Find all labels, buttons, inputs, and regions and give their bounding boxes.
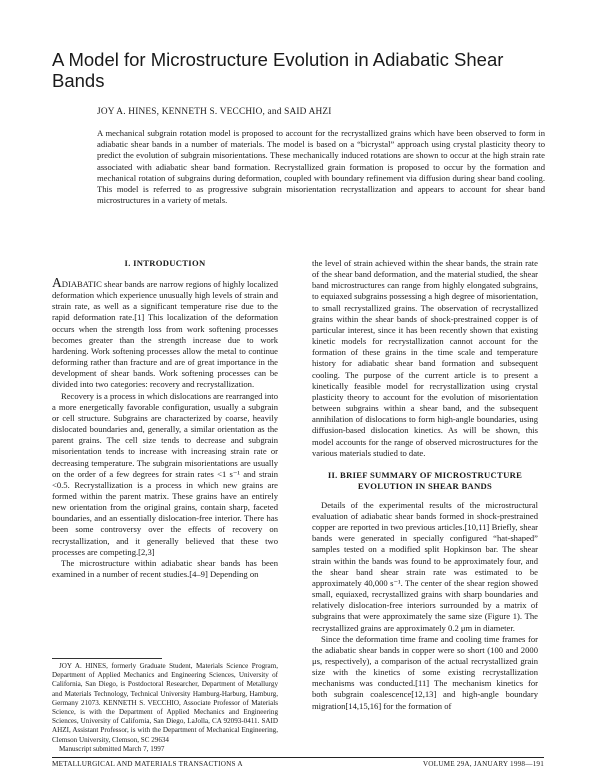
summary-paragraph-1: Details of the experimental results of the microstructural evaluation of adiabatic shear bands formed in shock-prestrained copper are reported in two previous articles.[10,11] Briefly, shear bands were generated in specially configured “hat-shaped” samples tested on a modified split Hopkinson bar. The shear strain within the bands was found to be approximately four, and the shear band shear strain rate was estimated to be approximately 40,000 s⁻¹. The center of the shear region showed small, equiaxed, recrystallized grains with sharp boundaries and relatively dislocation-free interiors surrounded by a matrix of subgrains that were approximately the same size (Figure 1). The recrystallized grains are approximately 0.2 μm in diameter.: [312, 499, 538, 633]
author-affiliation-footnote: [52, 662, 278, 754]
intro-paragraph-1: [52, 277, 278, 391]
intro-paragraph-1-text: shear bands are narrow regions of highly localized deformation which experience unusually high levels of strain and strain rate, as well as a significant temperature rise due to the rapid deformation rate.[1] This localization of the deformation occurs when the strength loss from work softening processes becomes greater than the strength increase due to work hardening. Work softening processes allow the metal to continue deforming rather than fracture and are of great importance in the development of shear bands. Work softening processes can be divided into two categories: recovery and recrystallization.: [52, 279, 278, 390]
footnote-affiliations: JOY A. HINES, formerly Graduate Student, Materials Science Program, Department of Applied Mechanics and Engineering Sciences, University of California, San Diego, is Postdoctoral Researcher, Department of Metallurgy and Materials Technology, Technical University Hamburg-Harburg, Hamburg, Germany 21073. KENNETH S. VECCHIO, Associate Professor of Materials Science, is with the Department of Applied Mechanics and Engineering Sciences, University of California, San Diego, LaJolla, CA 92093-0411. SAID AHZI, Assistant Professor, is with the Department of Mechanical Engineering, Clemson University, Clemson, SC 29634: [52, 662, 278, 744]
drop-cap-word-rest: DIABATIC: [61, 279, 102, 289]
abstract: A mechanical subgrain rotation model is proposed to account for the recrystallized grains which have been observed to form in adiabatic shear bands in a number of materials. The model is based on a “bicrystal” approach using crystal plasticity theory to predict the evolution of subgrain misorientations. These mechanically induced rotations are shown to occur at the high strain rate associated with adiabatic shear band formation. Recrystallized grain formation is proposed to occur by the formation and mechanical rotation of subgrains during deformation, coupled with boundary refinement via diffusion during shear band cooling. This model is referred to as progressive subgrain misorientation recrystallization and appears to account for shear band microstructures in a variety of metals.: [97, 128, 545, 206]
article-title: A Model for Microstructure Evolution in Adiabatic Shear Bands: [52, 49, 504, 91]
volume-page-info: VOLUME 29A, JANUARY 1998—191: [422, 760, 544, 768]
summary-paragraph-2: Since the deformation time frame and cooling time frames for the adiabatic shear bands in copper were so short (100 and 2000 μs, respectively), a comparison of the actual recrystallized grain size with the kinetics of some existing recrystallization mechanisms was conducted.[11] The mechanism kinetics for both subgrain coalescence[12,13] and high-angle boundary migration[14,15,16] for the formation of: [312, 633, 538, 711]
intro-paragraph-3: The microstructure within adiabatic shear bands has been examined in a number of recent studies.[4–9] Depending on: [52, 557, 278, 580]
author-list: JOY A. HINES, KENNETH S. VECCHIO, and SAID AHZI: [97, 107, 332, 117]
section-heading-summary: [312, 470, 538, 492]
footer-divider: [52, 757, 544, 758]
intro-paragraph-4: the level of strain achieved within the shear bands, the strain rate of the shear band deformation, and the material studied, the shear band microstructures can range from highly elongated subgrains, to equiaxed subgrains possessing a high degree of misorientation, to small recrystallized grains. The observation of recrystallized grains within the shear bands of shock-prestrained copper is of particular interest, since it has been recently shown that existing kinetic models for recrystallization cannot account for the formation of these grains in the time scale and temperature history for adiabatic shear band formation and subsequent cooling. The purpose of the current article is to present a kinetically feasible model for recrystallization using crystal plasticity theory to account for the evolution of misorientation between subgrains within a shear band, and the subsequent annihilation of dislocations to form high-angle boundaries, using diffusion-based dislocation kinetics. As will be shown, this model accounts for the range of observed microstructures for the various materials studied to date.: [312, 258, 538, 458]
right-column: [312, 258, 538, 712]
intro-paragraph-2: Recovery is a process in which dislocations are rearranged into a more energetically favorable configuration, usually a subgrain or cell structure. Subgrains are characterized by coarse, heavily dislocated boundaries and, generally, a similar orientation as the parent grains. The cell size tends to decrease and subgrain misorientation tends to increase with increasing strain rate or decreasing temperature. The subgrain misorientations are usually on the order of a few degrees for strain rates <1 s⁻¹ and strain <0.5. Recrystallization is a process in which new grains are formed within the parent matrix. These grains have an entirely new orientation from the original grains, contain sharp, faceted boundaries, and an essentially dislocation-free interior. There has been some controversy over the effects of recovery on recrystallization, and it generally believed that these two processes are competing.[2,3]: [52, 390, 278, 557]
footnote-manuscript-date: Manuscript submitted March 7, 1997: [59, 744, 165, 753]
section-heading-line-1: II. BRIEF SUMMARY OF MICROSTRUCTURE: [327, 469, 523, 480]
left-column: [52, 258, 278, 580]
footnote-divider: [52, 658, 162, 659]
section-heading-introduction: I. INTRODUCTION: [124, 258, 206, 268]
journal-name: METALLURGICAL AND MATERIALS TRANSACTIONS A: [52, 760, 243, 768]
drop-cap: A: [52, 275, 62, 290]
section-heading-line-2: EVOLUTION IN SHEAR BANDS: [357, 480, 493, 491]
